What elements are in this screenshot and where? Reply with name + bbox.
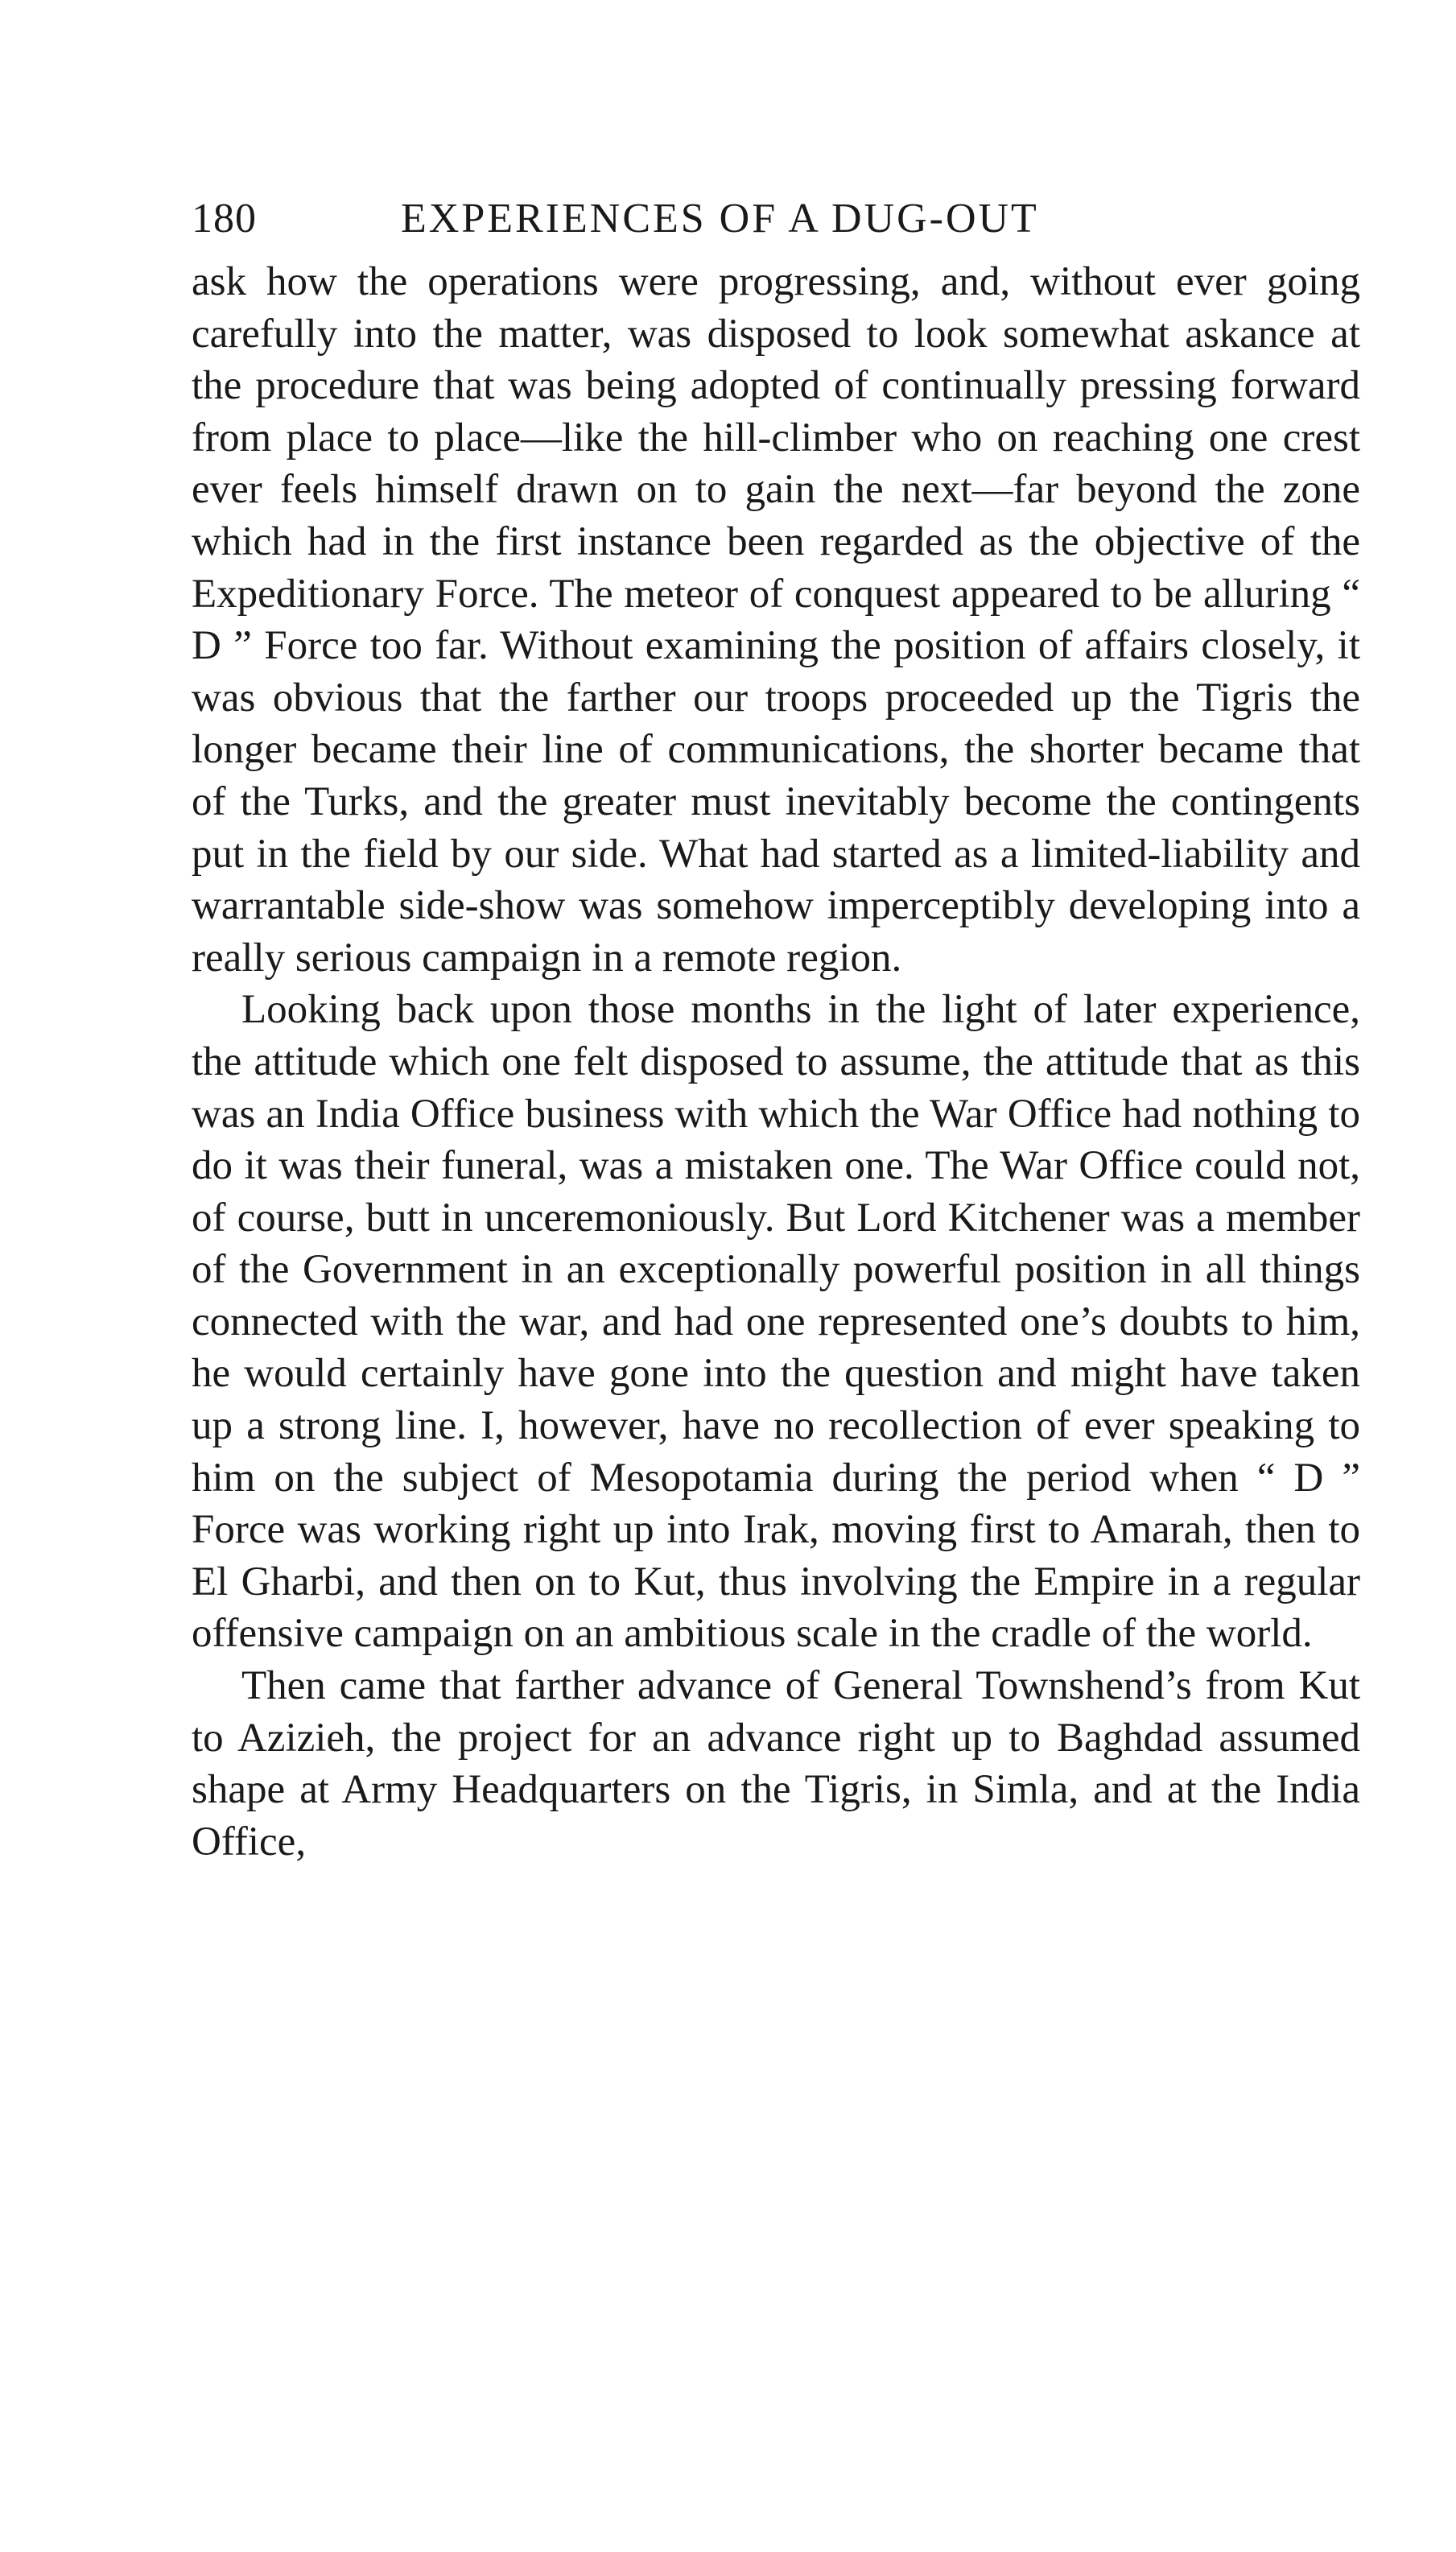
book-page bbox=[192, 187, 1360, 1868]
paragraph-3: Then came that farther advance of General Townshend’s from Kut to Azizieh, the project for an advance right up to Baghdad assumed shape at Army Headquarters on the Tigris, in Simla, and at the India Office, bbox=[192, 1663, 1360, 1864]
running-head bbox=[192, 187, 1360, 251]
body-text bbox=[192, 256, 1360, 1868]
running-title: EXPERIENCES OF A DUG-OUT bbox=[401, 196, 1039, 242]
page-number: 180 bbox=[192, 196, 257, 242]
paragraph-1: ask how the operations were progressing, and, without ever going carefully into the matter, was disposed to look somewhat askance at the procedure that was being adopted of continually pressing forward from place to place—like the hill-climber who on reaching one crest ever feels himself drawn on to gain the next—far beyond the zone which had in the first instance been regarded as the objective of the Expeditionary Force. The meteor of conquest appeared to be alluring “ D ” Force too far. Without examining the position of affairs closely, it was obvious that the farther our troops proceeded up the Tigris the longer became their line of communications, the shorter became that of the Turks, and the greater must inevitably become the contingents put in the field by our side. What had started as a limited-liability and warrantable side-show was somehow imperceptibly developing into a really serious campaign in a remote region. bbox=[192, 259, 1360, 981]
paragraph-2: Looking back upon those months in the light of later experience, the attitude which one felt disposed to assume, the attitude that as this was an India Office business with which the War Office had nothing to do it was their funeral, was a mistaken one. The War Office could not, of course, butt in unceremoniously. But Lord Kitchener was a member of the Government in an exceptionally powerful position in all things connected with the war, and had one represented one’s doubts to him, he would certainly have gone into the question and might have taken up a strong line. I, however, have no recollection of ever speaking to him on the subject of Mesopotamia during the period when “ D ” Force was working right up into Irak, moving first to Amarah, then to El Gharbi, and then on to Kut, thus involving the Empire in a regular offensive campaign on an ambitious scale in the cradle of the world. bbox=[192, 987, 1360, 1657]
